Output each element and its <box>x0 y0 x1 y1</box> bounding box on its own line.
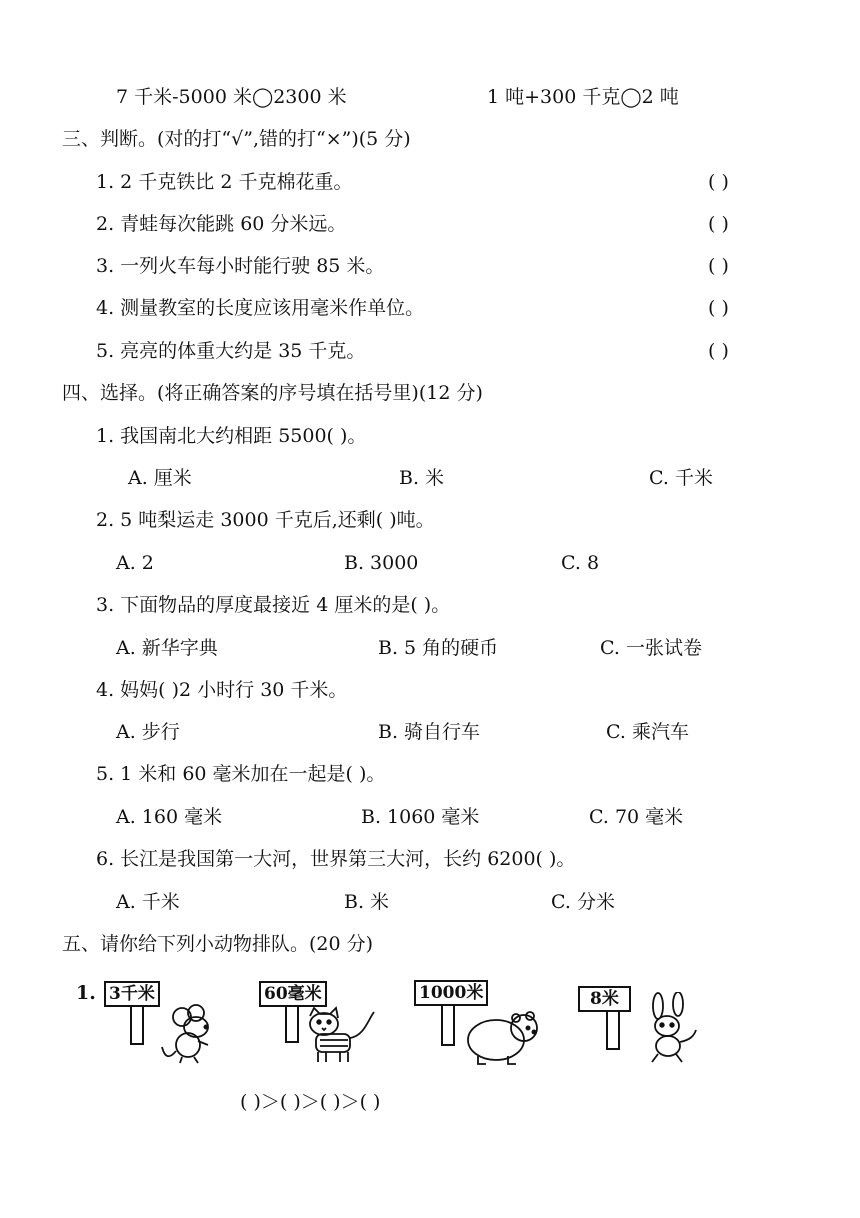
choice-1-a[interactable]: A. 厘米 <box>128 467 192 489</box>
choice-question-3: 3. 下面物品的厚度最接近 4 厘米的是( )。 <box>96 594 451 616</box>
choice-6-c[interactable]: C. 分米 <box>551 891 615 913</box>
choice-question-5: 5. 1 米和 60 毫米加在一起是( )。 <box>96 763 386 785</box>
choice-question-1: 1. 我国南北大约相距 5500( )。 <box>96 425 367 447</box>
choice-1-c[interactable]: C. 千米 <box>649 467 713 489</box>
judge-item-1: 1. 2 千克铁比 2 千克棉花重。 <box>96 171 353 193</box>
choice-2-a[interactable]: A. 2 <box>116 552 154 574</box>
order-answer-line[interactable]: ( )＞( )＞( )＞( ) <box>240 1091 381 1113</box>
judge-item-3: 3. 一列火车每小时能行驶 85 米。 <box>96 255 385 277</box>
sign-4: 8米 <box>578 986 631 1012</box>
compare-left: 7 千米-5000 米◯2300 米 <box>116 86 347 108</box>
section3-title: 三、判断。(对的打“√”,错的打“×”)(5 分) <box>62 128 411 150</box>
choice-1-b[interactable]: B. 米 <box>399 467 445 489</box>
choice-question-4: 4. 妈妈( )2 小时行 30 千米。 <box>96 679 348 701</box>
mouse-icon <box>160 1003 230 1065</box>
judge-blank-4[interactable]: ( ) <box>708 297 729 319</box>
compare-right: 1 吨+300 千克◯2 吨 <box>487 86 679 108</box>
sign-post-1 <box>130 1007 144 1045</box>
judge-blank-3[interactable]: ( ) <box>708 255 729 277</box>
judge-item-4: 4. 测量教室的长度应该用毫米作单位。 <box>96 297 425 319</box>
choice-2-c[interactable]: C. 8 <box>561 552 600 574</box>
choice-3-a[interactable]: A. 新华字典 <box>116 637 218 659</box>
choice-6-b[interactable]: B. 米 <box>344 891 390 913</box>
choice-4-b[interactable]: B. 骑自行车 <box>378 721 481 743</box>
choice-question-6: 6. 长江是我国第一大河，世界第三大河，长约 6200( )。 <box>96 848 576 870</box>
choice-4-a[interactable]: A. 步行 <box>116 721 180 743</box>
choice-4-c[interactable]: C. 乘汽车 <box>606 721 689 743</box>
judge-blank-2[interactable]: ( ) <box>708 213 729 235</box>
section5-title: 五、请你给下列小动物排队。(20 分) <box>62 933 374 955</box>
sign-2: 60毫米 <box>259 981 327 1007</box>
rabbit-icon <box>640 992 702 1064</box>
judge-item-2: 2. 青蛙每次能跳 60 分米远。 <box>96 213 347 235</box>
sign-post-3 <box>441 1006 455 1046</box>
choice-5-a[interactable]: A. 160 毫米 <box>116 806 223 828</box>
sign-1: 3千米 <box>104 981 160 1007</box>
choice-5-c[interactable]: C. 70 毫米 <box>589 806 684 828</box>
section5-number: 1. <box>76 982 96 1004</box>
judge-blank-1[interactable]: ( ) <box>708 171 729 193</box>
sign-post-4 <box>606 1012 620 1050</box>
sign-post-2 <box>285 1007 299 1043</box>
choice-3-c[interactable]: C. 一张试卷 <box>600 637 702 659</box>
sign-3: 1000米 <box>414 980 488 1006</box>
choice-5-b[interactable]: B. 1060 毫米 <box>361 806 480 828</box>
choice-6-a[interactable]: A. 千米 <box>116 891 180 913</box>
choice-3-b[interactable]: B. 5 角的硬币 <box>378 637 499 659</box>
judge-blank-5[interactable]: ( ) <box>708 340 729 362</box>
choice-2-b[interactable]: B. 3000 <box>344 552 419 574</box>
section4-title: 四、选择。(将正确答案的序号填在括号里)(12 分) <box>62 382 483 404</box>
bear-icon <box>466 1010 546 1066</box>
cat-icon <box>304 1006 382 1066</box>
judge-item-5: 5. 亮亮的体重大约是 35 千克。 <box>96 340 366 362</box>
choice-question-2: 2. 5 吨梨运走 3000 千克后,还剩( )吨。 <box>96 509 435 531</box>
